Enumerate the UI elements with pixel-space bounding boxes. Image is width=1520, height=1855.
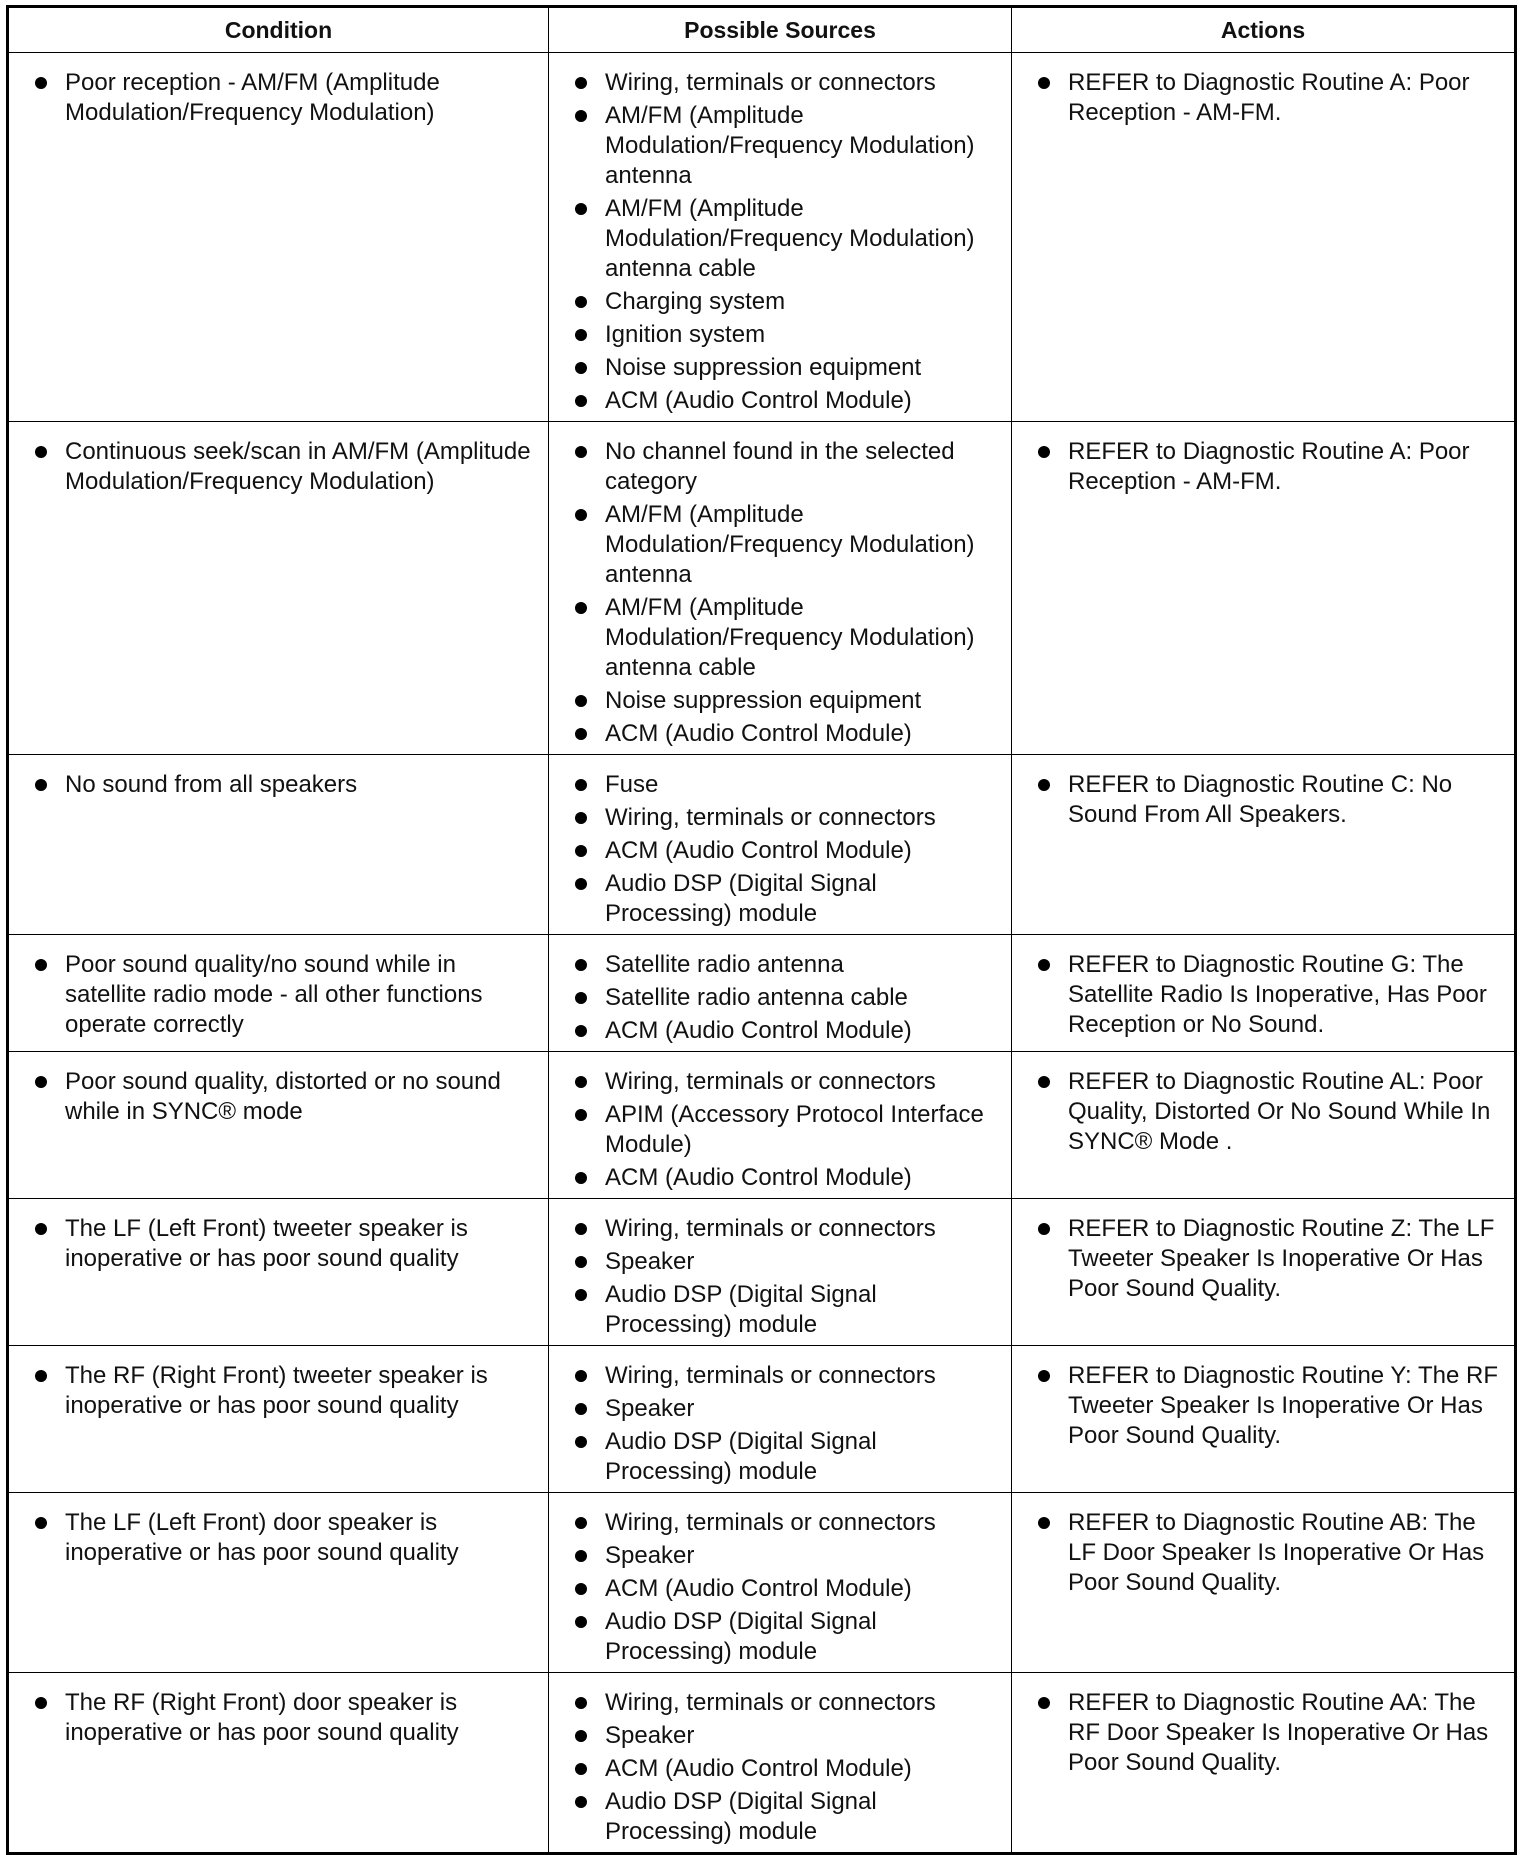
bullet-icon	[575, 728, 587, 740]
actions-cell	[1012, 1052, 1516, 1199]
item-text: Wiring, terminals or connectors	[605, 1215, 936, 1242]
list-item	[561, 836, 999, 866]
bullet-icon	[1038, 446, 1050, 458]
possible-sources-cell	[549, 1673, 1012, 1854]
list-item	[561, 1280, 999, 1340]
item-text: Satellite radio antenna	[605, 951, 844, 978]
list-item	[561, 1163, 999, 1193]
item-text: Speaker	[605, 1248, 695, 1275]
possible-sources-header: Possible Sources	[549, 7, 1012, 53]
list-item	[561, 1100, 999, 1160]
bullet-icon	[35, 446, 47, 458]
item-text: Audio DSP (Digital Signal Processing) module	[605, 1788, 877, 1845]
possible-sources-cell	[549, 53, 1012, 422]
bullet-icon	[575, 446, 587, 458]
actions-cell	[1012, 422, 1516, 755]
bullet-icon	[1038, 1697, 1050, 1709]
bullet-icon	[575, 779, 587, 791]
bullet-icon	[575, 110, 587, 122]
diagnostic-table-page	[6, 5, 1514, 1855]
list-item	[1024, 1214, 1502, 1304]
actions-cell	[1012, 1673, 1516, 1854]
condition-cell	[8, 422, 549, 755]
list-item	[561, 68, 999, 98]
list-item	[561, 287, 999, 317]
item-text: REFER to Diagnostic Routine C: No Sound From All Speakers.	[1068, 771, 1453, 828]
bullet-icon	[1038, 1370, 1050, 1382]
bullet-icon	[575, 296, 587, 308]
item-text: ACM (Audio Control Module)	[605, 1575, 912, 1602]
list-item	[21, 1508, 536, 1568]
item-text: No sound from all speakers	[65, 771, 358, 798]
item-text: Fuse	[605, 771, 659, 798]
list-item	[561, 1247, 999, 1277]
bullet-icon	[35, 1370, 47, 1382]
possible-sources-cell	[549, 1052, 1012, 1199]
possible-sources-cell	[549, 1346, 1012, 1493]
item-text: REFER to Diagnostic Routine A: Poor Reception - AM-FM.	[1068, 69, 1470, 126]
list-item	[561, 194, 999, 284]
bullet-icon	[575, 1109, 587, 1121]
list-item	[561, 1508, 999, 1538]
list-item	[21, 950, 536, 1040]
list-item	[1024, 437, 1502, 497]
possible-sources-cell	[549, 755, 1012, 935]
item-text: Speaker	[605, 1542, 695, 1569]
list-item	[21, 1688, 536, 1748]
list-item	[21, 1361, 536, 1421]
bullet-icon	[35, 1517, 47, 1529]
bullet-icon	[575, 1436, 587, 1448]
condition-cell	[8, 53, 549, 422]
bullet-icon	[575, 1403, 587, 1415]
list-item	[1024, 1508, 1502, 1598]
item-text: ACM (Audio Control Module)	[605, 1164, 912, 1191]
condition-cell	[8, 935, 549, 1052]
actions-cell	[1012, 935, 1516, 1052]
list-item	[561, 1688, 999, 1718]
actions-cell	[1012, 1199, 1516, 1346]
bullet-icon	[575, 203, 587, 215]
table-row	[8, 1673, 1516, 1854]
item-text: Wiring, terminals or connectors	[605, 1362, 936, 1389]
item-text: ACM (Audio Control Module)	[605, 1017, 912, 1044]
item-text: Continuous seek/scan in AM/FM (Amplitude Modulation/Frequency Modulation)	[65, 438, 531, 495]
possible-sources-cell	[549, 422, 1012, 755]
item-text: REFER to Diagnostic Routine G: The Satellite Radio Is Inoperative, Has Poor Reception or No Sound.	[1068, 951, 1487, 1038]
list-item	[561, 353, 999, 383]
list-item	[1024, 950, 1502, 1040]
bullet-icon	[1038, 1223, 1050, 1235]
item-text: ACM (Audio Control Module)	[605, 837, 912, 864]
item-text: Poor sound quality/no sound while in satellite radio mode - all other functions operate correctly	[65, 951, 483, 1038]
symptom-chart-table	[6, 5, 1517, 1855]
table-row	[8, 1493, 1516, 1673]
item-text: The LF (Left Front) tweeter speaker is inoperative or has poor sound quality	[65, 1215, 468, 1272]
condition-cell	[8, 1493, 549, 1673]
bullet-icon	[575, 1697, 587, 1709]
bullet-icon	[575, 1616, 587, 1628]
bullet-icon	[575, 395, 587, 407]
bullet-icon	[35, 1697, 47, 1709]
condition-cell	[8, 1346, 549, 1493]
list-item	[1024, 770, 1502, 830]
bullet-icon	[575, 362, 587, 374]
list-item	[561, 983, 999, 1013]
list-item	[561, 500, 999, 590]
bullet-icon	[575, 602, 587, 614]
header-row	[8, 7, 1516, 53]
bullet-icon	[575, 1583, 587, 1595]
list-item	[1024, 1067, 1502, 1157]
item-text: AM/FM (Amplitude Modulation/Frequency Modulation) antenna	[605, 102, 975, 189]
item-text: REFER to Diagnostic Routine A: Poor Reception - AM-FM.	[1068, 438, 1470, 495]
item-text: ACM (Audio Control Module)	[605, 387, 912, 414]
item-text: Wiring, terminals or connectors	[605, 69, 936, 96]
actions-cell	[1012, 755, 1516, 935]
item-text: REFER to Diagnostic Routine AL: Poor Quality, Distorted Or No Sound While In SYNC® Mode .	[1068, 1068, 1491, 1155]
bullet-icon	[575, 509, 587, 521]
list-item	[561, 1361, 999, 1391]
item-text: Audio DSP (Digital Signal Processing) module	[605, 1428, 877, 1485]
item-text: REFER to Diagnostic Routine AA: The RF Door Speaker Is Inoperative Or Has Poor Sound Quality.	[1068, 1689, 1489, 1776]
item-text: Speaker	[605, 1395, 695, 1422]
item-text: ACM (Audio Control Module)	[605, 1755, 912, 1782]
list-item	[21, 770, 536, 800]
bullet-icon	[575, 1172, 587, 1184]
condition-cell	[8, 1199, 549, 1346]
possible-sources-cell	[549, 935, 1012, 1052]
bullet-icon	[1038, 1517, 1050, 1529]
item-text: REFER to Diagnostic Routine Z: The LF Tweeter Speaker Is Inoperative Or Has Poor Sound Quality.	[1068, 1215, 1495, 1302]
bullet-icon	[1038, 77, 1050, 89]
table-row	[8, 1199, 1516, 1346]
table-row	[8, 1346, 1516, 1493]
list-item	[561, 1541, 999, 1571]
item-text: Wiring, terminals or connectors	[605, 1509, 936, 1536]
list-item	[561, 1721, 999, 1751]
item-text: Charging system	[605, 288, 786, 315]
item-text: AM/FM (Amplitude Modulation/Frequency Modulation) antenna cable	[605, 594, 975, 681]
bullet-icon	[575, 1289, 587, 1301]
item-text: The RF (Right Front) tweeter speaker is inoperative or has poor sound quality	[65, 1362, 488, 1419]
list-item	[561, 950, 999, 980]
item-text: REFER to Diagnostic Routine AB: The LF Door Speaker Is Inoperative Or Has Poor Sound Quality.	[1068, 1509, 1485, 1596]
list-item	[561, 803, 999, 833]
condition-cell	[8, 755, 549, 935]
table-row	[8, 422, 1516, 755]
bullet-icon	[1038, 959, 1050, 971]
table-row	[8, 1052, 1516, 1199]
condition-header: Condition	[8, 7, 549, 53]
list-item	[561, 1754, 999, 1784]
list-item	[561, 320, 999, 350]
list-item	[561, 686, 999, 716]
bullet-icon	[575, 959, 587, 971]
list-item	[561, 101, 999, 191]
bullet-icon	[575, 1370, 587, 1382]
item-text: Wiring, terminals or connectors	[605, 1689, 936, 1716]
item-text: Poor sound quality, distorted or no sound while in SYNC® mode	[65, 1068, 501, 1125]
list-item	[561, 719, 999, 749]
list-item	[561, 1427, 999, 1487]
actions-cell	[1012, 1493, 1516, 1673]
table-row	[8, 935, 1516, 1052]
list-item	[561, 386, 999, 416]
list-item	[561, 1394, 999, 1424]
list-item	[1024, 68, 1502, 128]
list-item	[21, 1067, 536, 1127]
table-row	[8, 755, 1516, 935]
list-item	[561, 1016, 999, 1046]
actions-cell	[1012, 1346, 1516, 1493]
possible-sources-cell	[549, 1493, 1012, 1673]
bullet-icon	[35, 959, 47, 971]
list-item	[21, 68, 536, 128]
item-text: Ignition system	[605, 321, 766, 348]
item-text: Audio DSP (Digital Signal Processing) module	[605, 870, 877, 927]
item-text: The LF (Left Front) door speaker is inoperative or has poor sound quality	[65, 1509, 459, 1566]
item-text: Audio DSP (Digital Signal Processing) module	[605, 1281, 877, 1338]
list-item	[561, 1607, 999, 1667]
bullet-icon	[575, 845, 587, 857]
list-item	[561, 1067, 999, 1097]
bullet-icon	[575, 77, 587, 89]
item-text: Noise suppression equipment	[605, 354, 922, 381]
list-item	[561, 770, 999, 800]
bullet-icon	[575, 1796, 587, 1808]
bullet-icon	[575, 1076, 587, 1088]
table-row	[8, 53, 1516, 422]
bullet-icon	[575, 695, 587, 707]
bullet-icon	[575, 1223, 587, 1235]
item-text: APIM (Accessory Protocol Interface Module)	[605, 1101, 984, 1158]
item-text: Satellite radio antenna cable	[605, 984, 908, 1011]
item-text: AM/FM (Amplitude Modulation/Frequency Modulation) antenna	[605, 501, 975, 588]
item-text: Wiring, terminals or connectors	[605, 804, 936, 831]
bullet-icon	[575, 1256, 587, 1268]
bullet-icon	[575, 1730, 587, 1742]
actions-header: Actions	[1012, 7, 1516, 53]
bullet-icon	[35, 1076, 47, 1088]
list-item	[561, 1574, 999, 1604]
list-item	[561, 1214, 999, 1244]
list-item	[1024, 1361, 1502, 1451]
bullet-icon	[1038, 779, 1050, 791]
possible-sources-cell	[549, 1199, 1012, 1346]
bullet-icon	[575, 1550, 587, 1562]
bullet-icon	[575, 878, 587, 890]
bullet-icon	[575, 1517, 587, 1529]
bullet-icon	[575, 812, 587, 824]
bullet-icon	[575, 329, 587, 341]
item-text: REFER to Diagnostic Routine Y: The RF Tweeter Speaker Is Inoperative Or Has Poor Sound Quality.	[1068, 1362, 1498, 1449]
item-text: Noise suppression equipment	[605, 687, 922, 714]
bullet-icon	[35, 779, 47, 791]
item-text: Wiring, terminals or connectors	[605, 1068, 936, 1095]
condition-cell	[8, 1673, 549, 1854]
list-item	[1024, 1688, 1502, 1778]
item-text: Poor reception - AM/FM (Amplitude Modulation/Frequency Modulation)	[65, 69, 440, 126]
list-item	[561, 869, 999, 929]
bullet-icon	[35, 77, 47, 89]
bullet-icon	[35, 1223, 47, 1235]
item-text: No channel found in the selected category	[605, 438, 955, 495]
item-text: ACM (Audio Control Module)	[605, 720, 912, 747]
bullet-icon	[575, 992, 587, 1004]
list-item	[21, 1214, 536, 1274]
item-text: Speaker	[605, 1722, 695, 1749]
list-item	[21, 437, 536, 497]
bullet-icon	[575, 1025, 587, 1037]
list-item	[561, 437, 999, 497]
actions-cell	[1012, 53, 1516, 422]
table-body	[8, 53, 1516, 1854]
bullet-icon	[1038, 1076, 1050, 1088]
item-text: AM/FM (Amplitude Modulation/Frequency Modulation) antenna cable	[605, 195, 975, 282]
list-item	[561, 1787, 999, 1847]
item-text: The RF (Right Front) door speaker is inoperative or has poor sound quality	[65, 1689, 459, 1746]
list-item	[561, 593, 999, 683]
item-text: Audio DSP (Digital Signal Processing) module	[605, 1608, 877, 1665]
bullet-icon	[575, 1763, 587, 1775]
condition-cell	[8, 1052, 549, 1199]
